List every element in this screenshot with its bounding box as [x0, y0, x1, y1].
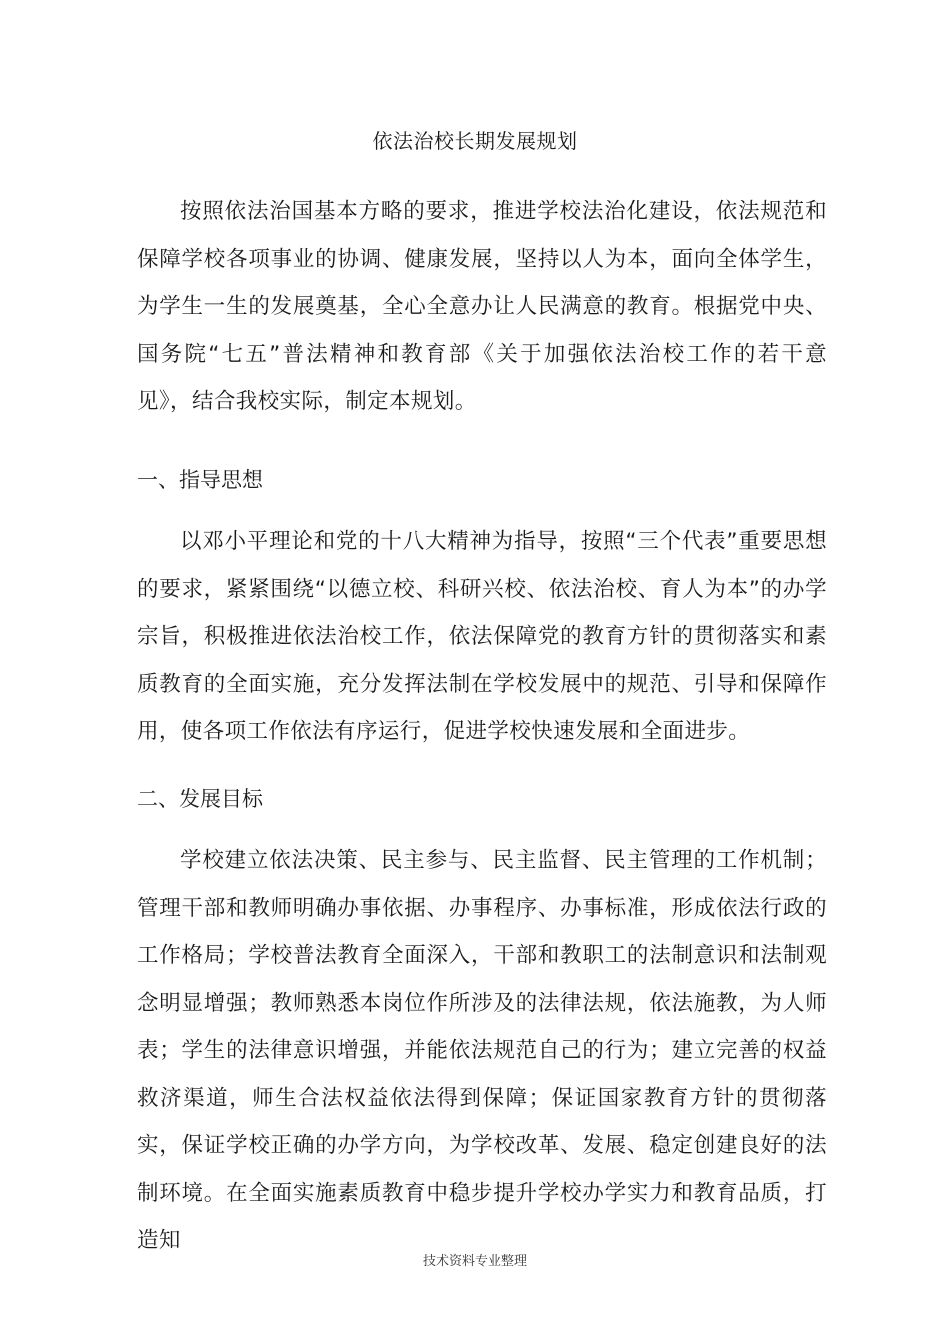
page-footer: 技术资料专业整理	[422, 1254, 527, 1269]
section-body-guiding-thought: 以邓小平理论和党的十八大精神为指导，按照“三个代表”重要思想的要求，紧紧围绕“以德立校、科研兴校、依法治校、育人为本”的办学宗旨，积极推进依法治校工作，依法保障党的教育方针的贯彻落实和素质教育的全面实施，充分发挥法制在学校发展中的规范、引导和保障作用，使各项工作依法有序运行，促进学校快速发展和全面进步。	[137, 529, 827, 744]
document-title: 依法治校长期发展规划	[372, 129, 578, 153]
section-heading-development-goals: 二、发展目标	[137, 787, 263, 811]
section-body-development-goals: 学校建立依法决策、民主参与、民主监督、民主管理的工作机制；管理干部和教师明确办事依据、办事程序、办事标准，形成依法行政的工作格局；学校普法教育全面深入，干部和教职工的法制意识和法制观念明显增强；教师熟悉本岗位作所涉及的法律法规，依法施教，为人师表；学生的法律意识增强，并能依法规范自己的行为；建立完善的权益救济渠道，师生合法权益依法得到保障；保证国家教育方针的贯彻落实，保证学校正确的办学方向，为学校改革、发展、稳定创建良好的法制环境。在全面实施素质教育中稳步提升学校办学实力和教育品质，打造知	[137, 848, 827, 1253]
intro-paragraph: 按照依法治国基本方略的要求，推进学校法治化建设，依法规范和保障学校各项事业的协调、健康发展，坚持以人为本，面向全体学生，为学生一生的发展奠基，全心全意办让人民满意的教育。根据党中央、国务院“七五”普法精神和教育部《关于加强依法治校工作的若干意见》，结合我校实际，制定本规划。	[137, 199, 827, 414]
section-heading-guiding-thought: 一、指导思想	[137, 468, 263, 492]
